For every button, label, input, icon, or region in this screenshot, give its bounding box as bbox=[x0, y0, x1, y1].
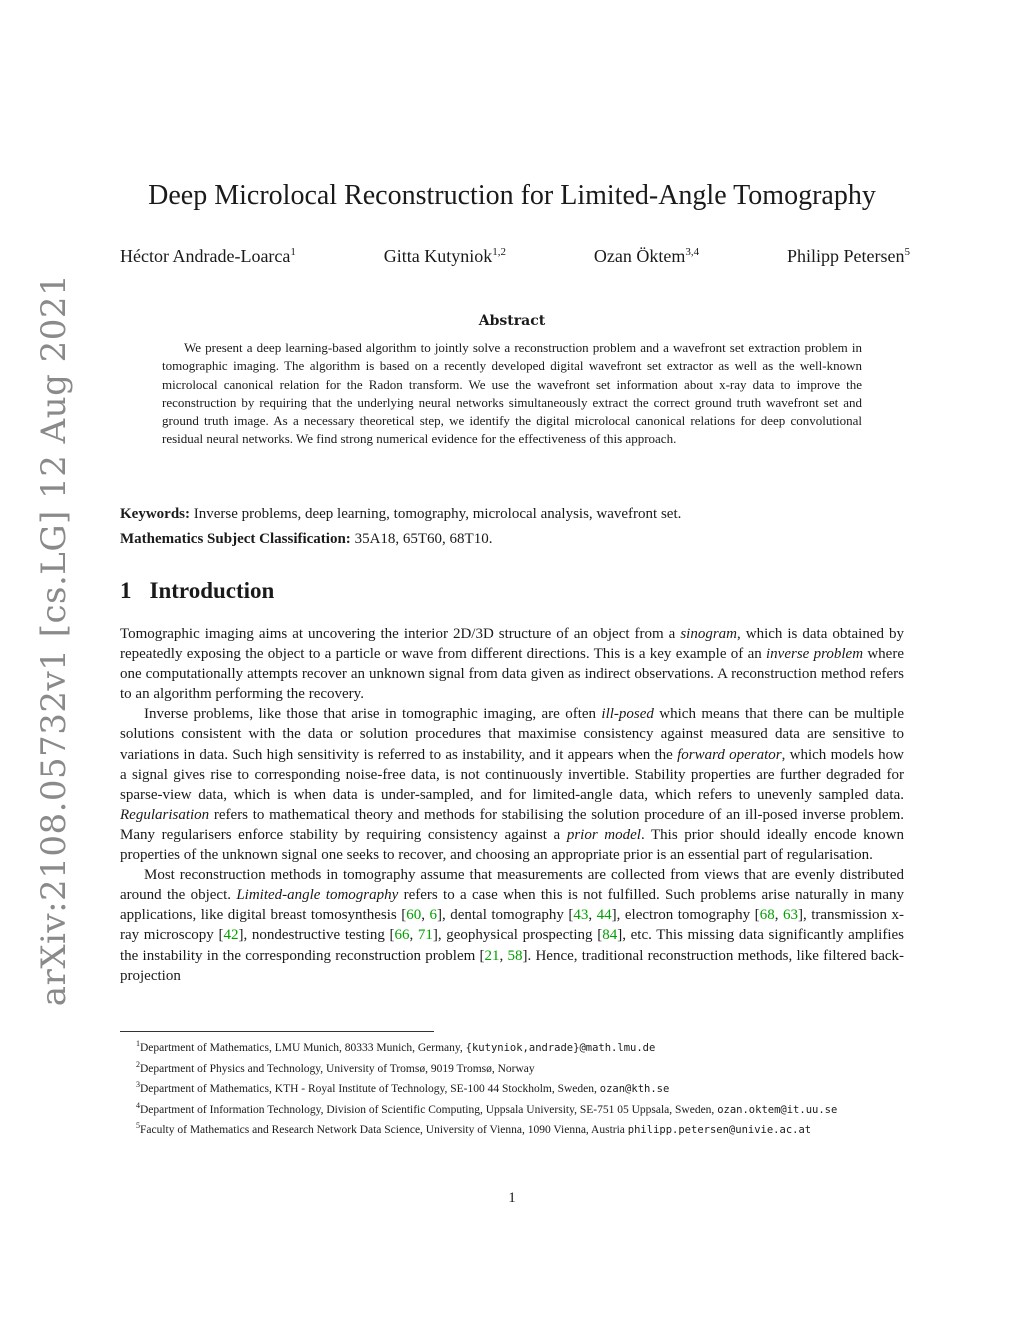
citation-link[interactable]: 21 bbox=[484, 947, 500, 964]
body-text bbox=[120, 624, 904, 986]
footnote: $^1$Department of Mathematics, LMU Munich, 80333 Munich, Germany, {kutyniok,andrade}@math.lmu.de bbox=[136, 1039, 656, 1054]
footnote-divider bbox=[120, 1031, 434, 1032]
msc-label: Mathematics Subject Classification: bbox=[120, 531, 351, 547]
citation-link[interactable]: 6 bbox=[429, 907, 437, 924]
email-link[interactable]: philipp.petersen@univie.ac.at bbox=[627, 1123, 812, 1136]
citation-link[interactable]: 43 bbox=[573, 907, 589, 924]
paragraph: Inverse problems, like those that arise in tomographic imaging, are often ill-posed which means that there can be multiple solutions consistent with the data or solution procedures that maximise consistency against measured data are sensitive to variations in data. Such high sensitivity is referred to as instability, and it appears when the forward operator, which models how a signal gives rise to corresponding noise-free data, is not continuously invertible. Stability properties are further degraded for sparse-view data, which is when data is under-sampled, and for limited-angle data, which refers to unevenly sampled data. Regularisation refers to mathematical theory and methods for stabilising the solution procedure of an ill-posed inverse problem. Many regularisers enforce stability by requiring consistency against a prior model. This prior should ideally encode known properties of the unknown signal one seeks to recover, and choosing an appropriate prior is an essential part of regularisation. bbox=[120, 706, 905, 864]
author: Héctor Andrade-Loarca$^1$ bbox=[120, 246, 296, 266]
author: Gitta Kutyniok$^{1,2}$ bbox=[383, 246, 507, 266]
section-heading bbox=[120, 578, 274, 604]
citation-link[interactable]: 42 bbox=[223, 927, 239, 944]
section-title: Introduction bbox=[149, 578, 275, 603]
citation-link[interactable]: 84 bbox=[602, 927, 618, 944]
msc-line bbox=[120, 531, 904, 548]
paper-title: Deep Microlocal Reconstruction for Limited-Angle Tomography bbox=[148, 180, 876, 211]
keywords-label: Keywords: bbox=[120, 506, 190, 522]
citation-link[interactable]: 44 bbox=[596, 907, 612, 924]
citation-link[interactable]: 66 bbox=[394, 927, 410, 944]
page-number: 1 bbox=[508, 1190, 516, 1206]
section-number: 1 bbox=[120, 578, 132, 603]
arxiv-identifier-stamp: arXiv:2108.05732v1 [cs.LG] 12 Aug 2021 bbox=[34, 273, 74, 1007]
msc-text: 35A18, 65T60, 68T10. bbox=[354, 531, 493, 547]
keywords-text: Inverse problems, deep learning, tomography, microlocal analysis, wavefront set. bbox=[193, 506, 682, 522]
abstract-text: We present a deep learning-based algorithm to jointly solve a reconstruction problem and a wavefront set extraction problem in tomographic imaging. The algorithm is based on a recently developed digital wavefront set extractor as well as the well-known microlocal canonical relation for the Radon transform. We use the wavefront set information about x-ray data to improve the reconstruction by requiring that the underlying neural networks simultaneously extract the correct ground truth wavefront set and ground truth image. As a necessary theoretical step, we identify the digital microlocal canonical relations for deep convolutional residual neural networks. We find strong numerical evidence for the effectiveness of this approach. bbox=[162, 340, 862, 447]
footnote: $^3$Department of Mathematics, KTH - Royal Institute of Technology, SE-100 44 Stockholm, Sweden, ozan@kth.se bbox=[136, 1080, 670, 1095]
citation-link[interactable]: 63 bbox=[782, 907, 798, 924]
email-link[interactable]: {kutyniok,andrade}@math.lmu.de bbox=[465, 1041, 656, 1054]
paragraph: Most reconstruction methods in tomography assume that measurements are collected from views that are evenly distributed around the object. Limited-angle tomography refers to a case when this is not fulfilled. Such problems arise naturally in many applications, like digital breast tomosynthesis [60, 6], dental tomography [43, 44], electron tomography [68, 63], transmission x-ray microscopy [42], nondestructive testing [66, 71], geophysical prospecting [84], etc. This missing data significantly amplifies the instability in the corresponding reconstruction problem [21, 58]. Hence, traditional reconstruction methods, like filtered back-projection bbox=[120, 867, 905, 984]
citation-link[interactable]: 60 bbox=[406, 907, 422, 924]
keywords-line bbox=[120, 506, 904, 523]
author-list bbox=[120, 246, 910, 267]
citation-link[interactable]: 68 bbox=[759, 907, 775, 924]
paragraph: Tomographic imaging aims at uncovering the interior 2D/3D structure of an object from a sinogram, which is data obtained by repeatedly exposing the object to a particle or wave from different directions. This is a key example of an inverse problem where one computationally attempts recover an unknown signal from data given as indirect observations. A reconstruction method refers to an algorithm performing the recovery. bbox=[120, 626, 904, 703]
footnote: $^4$Department of Information Technology, Division of Scientific Computing, Uppsala University, SE-751 05 Uppsala, Sweden, ozan.oktem@it.uu.se bbox=[136, 1100, 838, 1116]
email-link[interactable]: ozan.oktem@it.uu.se bbox=[717, 1103, 838, 1116]
footnotes bbox=[120, 1036, 904, 1139]
author: Philipp Petersen$^5$ bbox=[787, 246, 910, 266]
footnote: $^5$Faculty of Mathematics and Research Network Data Science, University of Vienna, 1090 Vienna, Austria philipp.petersen@univie.ac.at bbox=[136, 1121, 812, 1136]
author: Ozan Öktem$^{3,4}$ bbox=[593, 246, 700, 266]
citation-link[interactable]: 71 bbox=[417, 927, 433, 944]
citation-link[interactable]: 58 bbox=[507, 947, 523, 964]
email-link[interactable]: ozan@kth.se bbox=[599, 1082, 670, 1095]
abstract-heading: Abstract bbox=[478, 313, 546, 329]
footnote: $^2$Department of Physics and Technology, University of Tromsø, 9019 Tromsø, Norway bbox=[136, 1059, 535, 1075]
